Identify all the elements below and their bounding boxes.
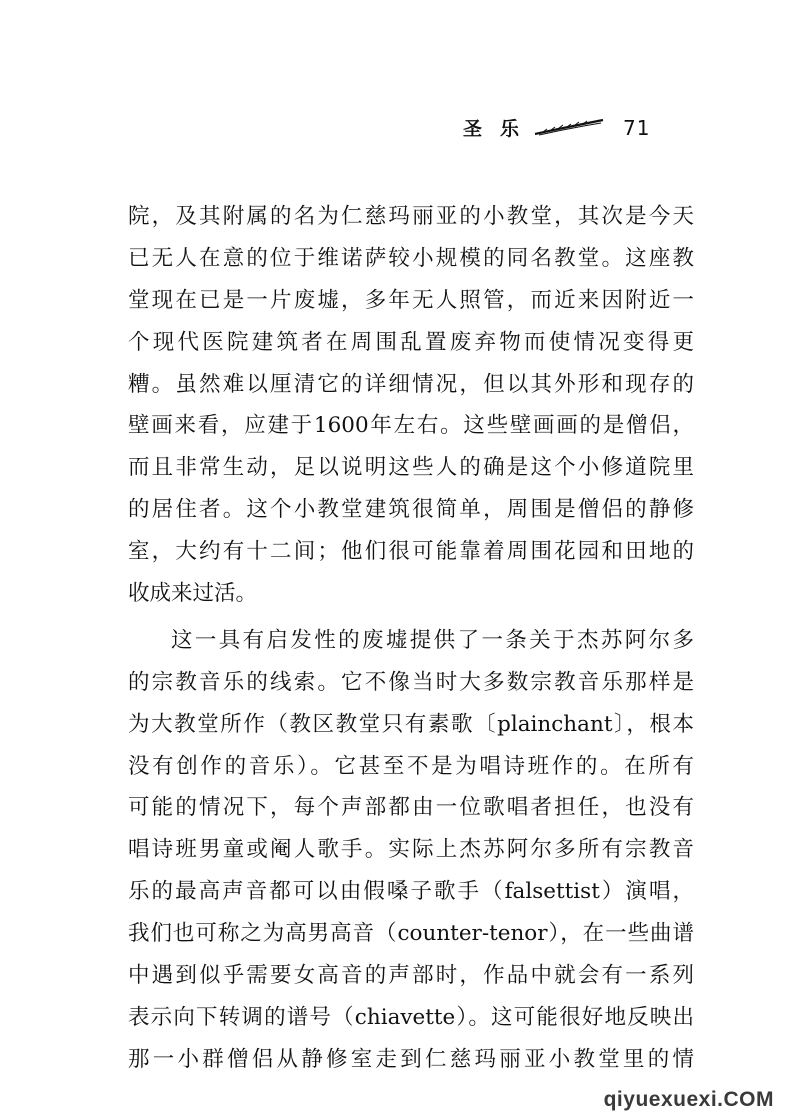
text-line: 可能的情况下，每个声部都由一位歌唱者担任，也没有 [128,795,694,821]
text-line: 已无人在意的位于维诺萨较小规模的同名教堂。这座教 [128,245,694,271]
running-header [455,112,685,144]
text-line: 为大教堂所作（教区教堂只有素歌〔plainchant〕，根本 [128,711,694,737]
flourish-ornament-icon [533,118,605,142]
text-line: 室，大约有十二间；他们很可能靠着周围花园和田地的 [128,539,694,565]
paragraph-1 [128,196,694,615]
text-line: 表示向下转调的谱号（chiavette）。这可能很好地反映出 [128,1004,694,1030]
text-line: 那一小群僧侣从静修室走到仁慈玛丽亚小教堂里的情 [128,1046,694,1072]
text-line: 唱诗班男童或阉人歌手。实际上杰苏阿尔多所有宗教音 [128,837,694,863]
text-line: 堂现在已是一片废墟，多年无人照管，而近来因附近一 [128,287,694,313]
header-title: 圣乐 [463,118,538,140]
text-line: 的居住者。这个小教堂建筑很简单，周围是僧侣的静修 [128,497,694,523]
text-line: 收成来过活。 [128,581,258,607]
text-line: 的宗教音乐的线索。它不像当时大多数宗教音乐那样是 [128,669,694,695]
site-watermark: qiyuexuexi.COM [603,1088,774,1111]
text-line: 个现代医院建筑者在周围乱置废弃物而使情况变得更 [128,329,694,355]
text-line: 我们也可称之为高男高音（counter-tenor），在一些曲谱 [128,921,694,947]
text-line: 中遇到似乎需要女高音的声部时，作品中就会有一系列 [128,963,694,989]
body-text [128,196,694,1081]
text-line: 糟。虽然难以厘清它的详细情况，但以其外形和现存的 [128,371,694,397]
text-line: 院，及其附属的名为仁慈玛丽亚的小教堂，其次是今天 [128,204,694,229]
text-line: 没有创作的音乐）。它甚至不是为唱诗班作的。在所有 [128,753,694,779]
paragraph-2 [128,620,694,1081]
page-number: 71 [623,116,651,140]
text-line: 而且非常生动，足以说明这些人的确是这个小修道院里 [128,455,694,481]
text-line: 这一具有启发性的废墟提供了一条关于杰苏阿尔多 [171,627,694,653]
text-line: 乐的最高声音都可以由假嗓子歌手（falsettist）演唱， [128,879,694,905]
text-line: 壁画来看，应建于1600年左右。这些壁画画的是僧侣， [128,413,694,439]
